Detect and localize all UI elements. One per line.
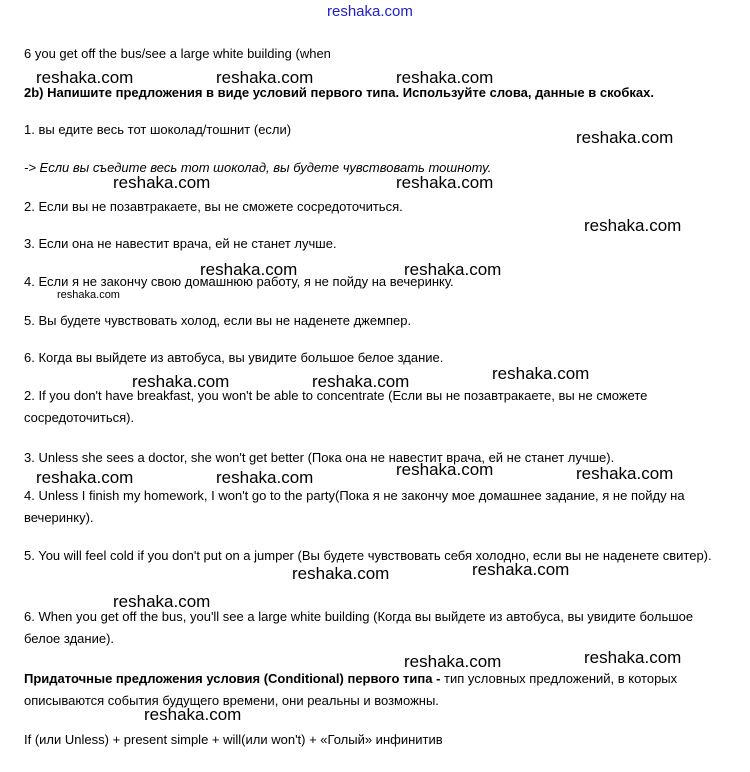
russian-sentence-2: 2. Если вы не позавтракаете, вы не сможете сосредоточиться.: [24, 199, 403, 214]
russian-sentence-3: 3. Если она не навестит врача, ей не станет лучше.: [24, 236, 337, 251]
russian-sentence-5: 5. Вы будете чувствовать холод, если вы не наденете джемпер.: [24, 313, 412, 328]
watermark: reshaka.com: [200, 260, 298, 279]
intro-line-6: 6 you get off the bus/see a large white building (when: [24, 46, 331, 61]
watermark: reshaka.com: [113, 173, 211, 192]
watermark: reshaka.com: [132, 372, 230, 391]
english-sentence-2: 2. If you don't have breakfast, you won't be able to concentrate (Если вы не позавтракаете, вы не сможете сосредоточиться).: [24, 388, 648, 425]
header-watermark: reshaka.com: [327, 3, 413, 20]
russian-sentence-4: 4. Если я не закончу свою домашнюю работу, я не пойду на вечеринку.: [24, 274, 454, 289]
rule-description: тип условных предложений, в которых описываются события будущего времени, они реальны и возможны.: [24, 671, 678, 708]
english-sentence-6: 6. When you get off the bus, you'll see a large white building (Когда вы выйдете из автобуса, вы увидите большое белое здание).: [24, 609, 694, 646]
task-1: 1. вы едите весь тот шоколад/тошнит (если): [24, 122, 292, 137]
formula: If (или Unless) + present simple + will(или won't) + «Голый» инфинитив: [24, 732, 443, 747]
watermark: reshaka.com: [36, 68, 134, 87]
rule-title: Придаточные предложения условия (Conditional) первого типа -: [24, 671, 441, 686]
watermark: reshaka.com: [36, 468, 134, 487]
watermark: reshaka.com: [144, 705, 242, 724]
watermark: reshaka.com: [576, 128, 674, 147]
watermark: reshaka.com: [492, 364, 590, 383]
english-sentence-3: 3. Unless she sees a doctor, she won't get better (Пока она не навестит врача, ей не станет лучше).: [24, 450, 615, 465]
watermark: reshaka.com: [584, 648, 682, 667]
section-heading-2b: 2b) Напишите предложения в виде условий первого типа. Используйте слова, данные в скобках.: [24, 85, 654, 100]
russian-sentence-6: 6. Когда вы выйдете из автобуса, вы увидите большое белое здание.: [24, 350, 444, 365]
watermark: reshaka.com: [396, 460, 494, 479]
watermark: reshaka.com: [472, 560, 570, 579]
watermark: reshaka.com: [292, 564, 390, 583]
rule-paragraph: [24, 668, 714, 712]
answer-1: -> Если вы съедите весь тот шоколад, вы будете чувствовать тошноту.: [24, 160, 492, 175]
watermark: reshaka.com: [404, 652, 502, 671]
watermark-small: reshaka.com: [57, 289, 120, 301]
watermark: reshaka.com: [576, 464, 674, 483]
watermark: reshaka.com: [396, 173, 494, 192]
watermark: reshaka.com: [396, 68, 494, 87]
english-sentence-5: 5. You will feel cold if you don't put on a jumper (Вы будете чувствовать себя холодно, если вы не наденете свитер).: [24, 548, 712, 563]
english-sentence-4: 4. Unless I finish my homework, I won't go to the party(Пока я не закончу мое домашнее задание, я не пойду на вечеринку).: [24, 488, 685, 525]
watermark: reshaka.com: [584, 216, 682, 235]
watermark: reshaka.com: [312, 372, 410, 391]
watermark: reshaka.com: [216, 68, 314, 87]
watermark: reshaka.com: [113, 592, 211, 611]
watermark: reshaka.com: [216, 468, 314, 487]
watermark: reshaka.com: [404, 260, 502, 279]
